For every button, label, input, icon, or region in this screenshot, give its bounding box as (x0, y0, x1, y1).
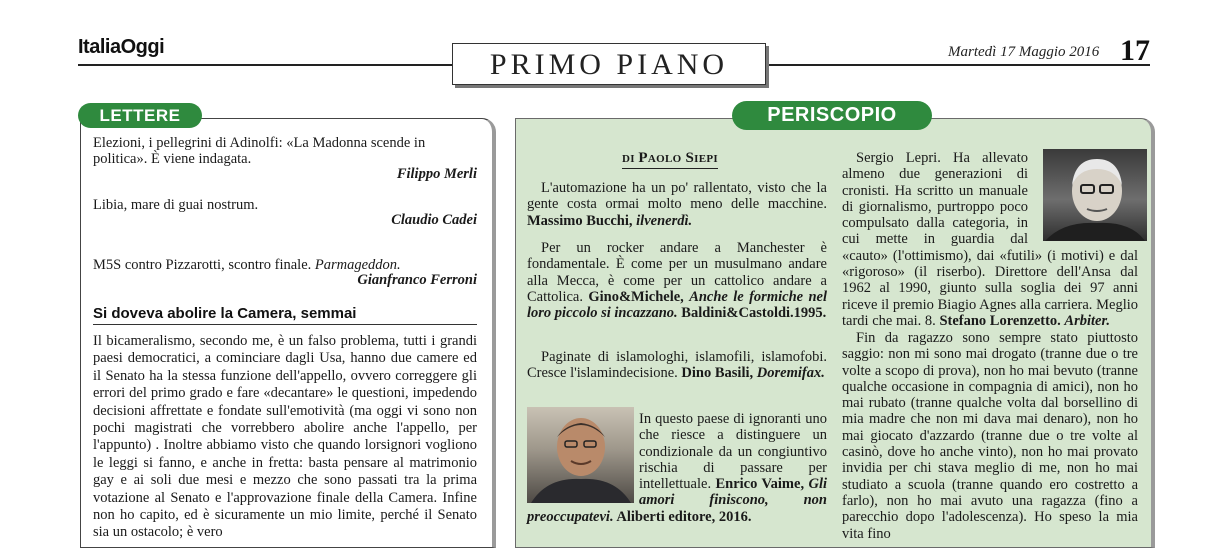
article-body: Il bicameralismo, secondo me, è un falso problema, tutti i grandi paesi democratici, a cominciare dagli Usa, hanno due camere ed il Senato ha la stessa funzione dell'appello, ovvero correggere gli errori del primo grado e fare «decantare» le questioni, impedendo decisioni affrettate e fondate sull'emotività (ma oggi vi sono non pochi magistrati che vorrebbero abolire anche l'appello, per l'appunto) . Inoltre abbiamo visto che quando lorsignori vogliono le leggi si fanno, e anche in fretta: basta pensare al matrimonio gay e ai soli due mesi e mezzo che sono passati tra la prima votazione al Senato e l'approvazione finale della Camera. Infine non ho capito, ed è sicuramente un mio limite, perché il Senato sia un ostacolo; è vero (93, 333, 477, 541)
quote-source: Dino Basili, (681, 365, 757, 382)
quote-source: Massimo Bucchi, (527, 212, 637, 229)
quote-source-title: Gli amori finiscono, non preoccupatevi. (527, 476, 827, 525)
quote-source-title: Anche le formiche nel loro piccolo si incazzano. (527, 288, 827, 322)
quote-vaime (527, 411, 827, 525)
quote-source-tail: Aliberti editore, 2016. (613, 508, 752, 525)
byline-prefix: di (622, 150, 635, 166)
quote-gino-michele (527, 240, 827, 321)
quote-bucchi (527, 180, 827, 229)
quote-source: Enrico Vaime, (715, 476, 809, 493)
letter-2-text: Libia, mare di guai nostrum. (93, 197, 259, 213)
quote-text: Paginate di islamologhi, islamofili, islamofobi. Cresce l'islamindecisione. (527, 349, 827, 382)
quote-text: Per un rocker andare a Manchester è fondamentale. È come per un musulmano andare alla Mecca, è come per un cattolico andare a Cattolica. (527, 240, 827, 305)
letter-3-author: Gianfranco Ferroni (357, 272, 477, 288)
letter-1-text: Elezioni, i pellegrini di Adinolfi: «La Madonna scende in politica». È viene indagata. (93, 135, 426, 167)
quote-text: Sergio Lepri. Ha allevato almeno due generazioni di cronisti. Ha scritto un manuale di giornalismo, purtroppo poco compulsato dalla categoria, in cui mette in guardia dal «cauto» (l'ottimismo), dai «futili» (i motivi) e dal «rigoroso» (il riserbo). Direttore dell'Ansa dal 1962 al 1990, giunto sulla soglia dei 97 anni riceve il premio Biagio Agnes alla carriera. Meglio tardi che mai. 8. (842, 150, 1138, 329)
byline (622, 150, 718, 169)
periscopio-label: PERISCOPIO (732, 101, 932, 130)
section-title: PRIMO PIANO (452, 43, 766, 85)
letter-3-text (93, 257, 477, 273)
byline-name: Paolo Siepi (638, 150, 718, 166)
letter-1-author: Filippo Merli (396, 166, 477, 182)
quote-text: In questo paese di ignoranti uno che riesce a distinguere un condizionale da un congiuntivo rischia di passare per intellettuale. (639, 411, 827, 493)
quote-text: Fin da ragazzo sono sempre stato piuttosto saggio: non mi sono mai drogato (tranne due o tre volte a scopo di prova), non ho mai bevuto (tranne qualche occasione in compagnia di amici), non ho mai rubato (tranne qualche volta dal borsellino di mia madre che non mi dava mai denaro), non ho mai giocato d'azzardo (tranne due o tre volte al casinò, dove ho anche vinto), non ho mai provato invidia per chi stava meglio di me, non ho mai studiato a scuola (tranne quando ero costretto a farlo), non ho mai avuto una ragazza (fino a parecchio dopo l'adolescenza). Ho speso la mia vita fino (842, 330, 1138, 542)
quote-source-title: ilvenerdì. (636, 212, 693, 229)
masthead-logo: ItaliaOggi (78, 36, 165, 58)
quote-saggio (842, 330, 1138, 542)
quote-source: Stefano Lorenzetto. (939, 312, 1065, 329)
quote-source-title: Arbiter. (1064, 312, 1110, 329)
letter-2-author: Claudio Cadei (391, 212, 477, 228)
article-title: Si doveva abolire la Camera, semmai (93, 305, 357, 322)
letter-3-text-italic: Parmageddon. (314, 257, 401, 273)
quote-source: Gino&Michele, (588, 288, 690, 305)
page-number: 17 (1120, 34, 1150, 67)
letter-3-text-prefix: M5S contro Pizzarotti, scontro finale. (93, 257, 315, 273)
lettere-label: LETTERE (78, 103, 202, 128)
quote-text: L'automazione ha un po' rallentato, visto che la gente costa ormai molto meno delle macchine. (527, 180, 827, 213)
issue-date: Martedì 17 Maggio 2016 (948, 44, 1100, 60)
quote-lorenzetto (842, 150, 1138, 329)
quote-source-title: Doremifax. (756, 365, 825, 382)
quote-basili (527, 349, 827, 382)
article-title-rule (93, 324, 477, 325)
quote-source-tail: Baldini&Castoldi.1995. (677, 305, 827, 322)
